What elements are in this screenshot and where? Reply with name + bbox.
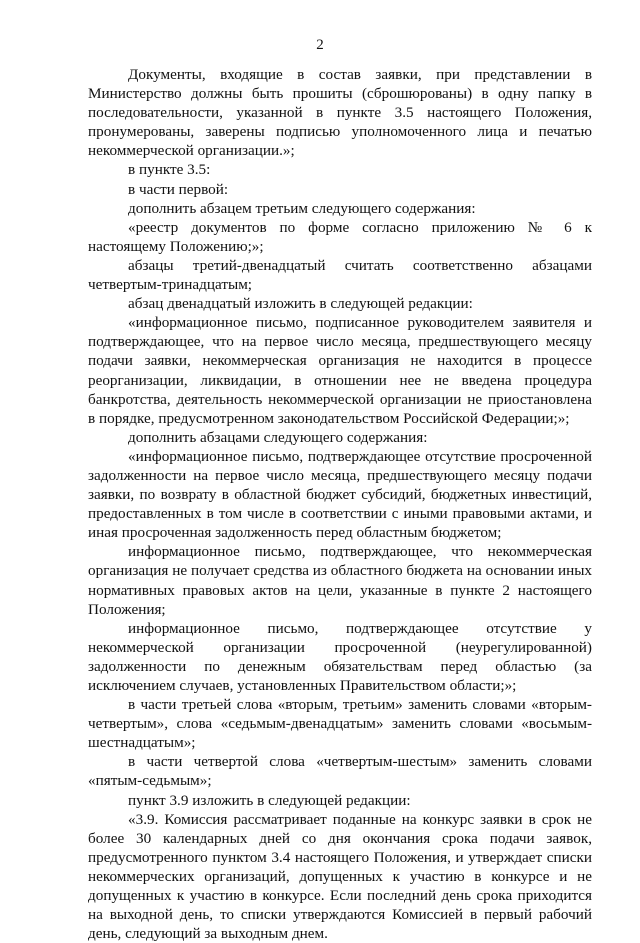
paragraph: абзацы третий-двенадцатый считать соответственно абзацами четвертым-тринадцатым; (88, 256, 592, 294)
paragraph: пункт 3.9 изложить в следующей редакции: (128, 791, 411, 809)
paragraph: в части третьей слова «вторым, третьим» заменить словами «вторым-четвертым», слова «седьмым-двенадцатым» заменить словами «восьмым-шестнадцатым»; (88, 696, 592, 752)
paragraph: дополнить абзацем третьим следующего содержания: (128, 199, 476, 217)
paragraph: в части первой: (128, 180, 229, 198)
paragraph: абзац двенадцатый изложить в следующей редакции: (128, 295, 473, 313)
page-number: 2 (316, 37, 324, 53)
paragraph: «реестр документов по форме согласно приложению № 6 к настоящему Положению;»; (88, 218, 592, 255)
paragraph: «3.9. Комиссия рассматривает поданные на конкурс заявки в срок не более 30 календарных дней со дня окончания срока подачи заявок, предусмотренного пунктом 3.4 настоящего Положения, и утверждает списки некоммерческих организаций, допущенных к участию в конкурсе и не допущенных к участию в конкурсе. Если последний день срока приходится на выходной день, то списки утверждаются Комиссией в первый рабочий день, следующий за выходным днем. (88, 810, 592, 943)
paragraph: «информационное письмо, подписанное руководителем заявителя и подтверждающее, что на первое число месяца, предшествующего месяцу подачи заявки, некоммерческая организация не находится в процессе реорганизации, ликвидации, в отношении нее не введена процедура банкротства, деятельность некоммерческой организации не приостановлена в порядке, предусмотренном законодательством Российской Федерации;»; (88, 314, 592, 427)
paragraph: дополнить абзацами следующего содержания: (128, 428, 428, 446)
document-body (88, 65, 592, 943)
paragraph: информационное письмо, подтверждающее отсутствие у некоммерческой организации просроченной (неурегулированной) задолженности по денежным обязательствам перед областью (за исключением случаев, установленных Правительством области;»; (88, 619, 592, 694)
paragraph: в пункте 3.5: (128, 161, 211, 179)
paragraph: «информационное письмо, подтверждающее отсутствие просроченной задолженности на первое число месяца, предшествующего месяцу подачи заявки, по возврату в областной бюджет субсидий, бюджетных инвестиций, предоставленных в том числе в соответствии с иными правовыми актами, и иная просроченная задолженность перед областным бюджетом; (88, 447, 592, 542)
paragraph: информационное письмо, подтверждающее, что некоммерческая организация не получает средства из областного бюджета на основании иных нормативных правовых актов на цели, указанные в пункте 2 настоящего Положения; (88, 543, 592, 618)
paragraph: в части четвертой слова «четвертым-шестым» заменить словами «пятым-седьмым»; (88, 753, 592, 790)
paragraph: Документы, входящие в состав заявки, при представлении в Министерство должны быть прошиты (сброшюрованы) в одну папку в последовательности, указанной в пункте 3.5 настоящего Положения, пронумерованы, заверены подписью уполномоченного лица и печатью некоммерческой организации.»; (88, 66, 592, 160)
